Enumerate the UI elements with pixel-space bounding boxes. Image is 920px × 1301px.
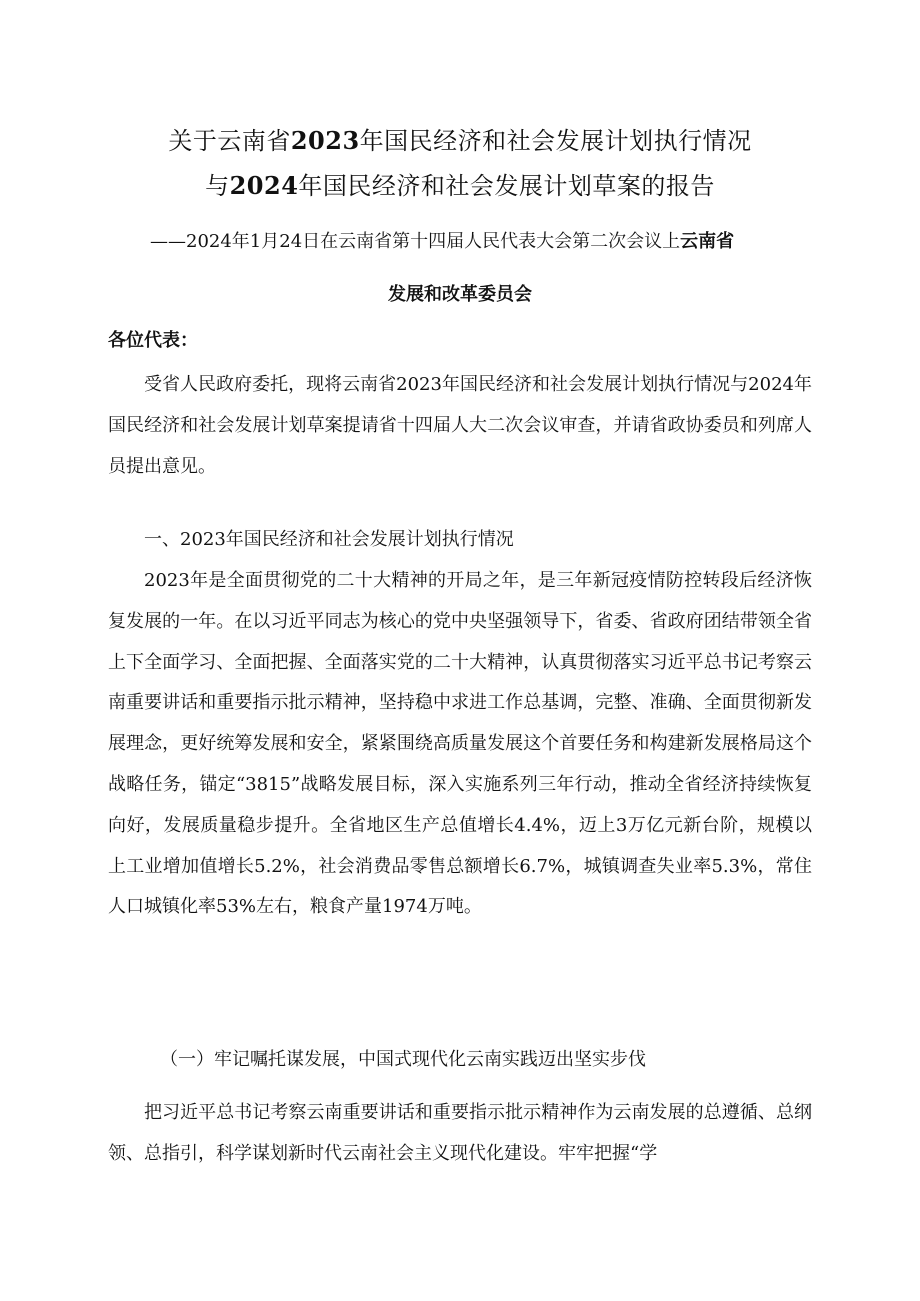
title-line-2-prefix: 与 [205, 172, 230, 200]
title-line-1-suffix: 年国民经济和社会发展计划执行情况 [359, 127, 752, 155]
title-line-1-prefix: 关于云南省 [168, 127, 291, 155]
report-title-line-2 [0, 171, 920, 201]
salutation: 各位代表： [108, 330, 198, 351]
report-subtitle-line-1 [150, 228, 734, 256]
section-heading-1: 一、2023年国民经济和社会发展计划执行情况 [144, 529, 514, 550]
subsection-heading-1: （一）牢记嘱托谋发展，中国式现代化云南实践迈出坚实步伐 [160, 1049, 646, 1070]
subtitle-date-venue: ——2024年1月24日在云南省第十四届人民代表大会第二次会议上 [150, 231, 681, 252]
title-line-1-year: 2023 [290, 126, 360, 155]
paragraph-subsection-1: 把习近平总书记考察云南重要讲话和重要指示批示精神作为云南发展的总遵循、总纲领、总指引，科学谋划新时代云南社会主义现代化建设。牢牢把握“学 [108, 1102, 812, 1164]
paragraph-overview-2023: 2023年是全面贯彻党的二十大精神的开局之年，是三年新冠疫情防控转段后经济恢复发展的一年。在以习近平同志为核心的党中央坚强领导下，省委、省政府团结带领全省上下全面学习、全面把握、全面落实党的二十大精神，认真贯彻落实习近平总书记考察云南重要讲话和重要指示批示精神，坚持稳中求进工作总基调，完整、准确、全面贯彻新发展理念，更好统筹发展和安全，紧紧围绕高质量发展这个首要任务和构建新发展格局这个战略任务，锚定“3815”战略发展目标，深入实施系列三年行动，推动全省经济持续恢复向好，发展质量稳步提升。全省地区生产总值增长4.4%，迈上3万亿元新台阶，规模以上工业增加值增长5.2%，社会消费品零售总额增长6.7%，城镇调查失业率5.3%，常住人口城镇化率53%左右，粮食产量1974万吨。 [108, 570, 812, 918]
title-line-2-year: 2024 [229, 171, 299, 200]
report-subtitle-line-2: 发展和改革委员会 [388, 284, 532, 305]
subtitle-org-part-1: 云南省 [680, 231, 735, 252]
paragraph-intro: 受省人民政府委托，现将云南省2023年国民经济和社会发展计划执行情况与2024年国民经济和社会发展计划草案提请省十四届人大二次会议审查，并请省政协委员和列席人员提出意见。 [108, 374, 812, 477]
title-line-2-suffix: 年国民经济和社会发展计划草案的报告 [298, 172, 715, 200]
report-title-line-1 [0, 126, 920, 156]
